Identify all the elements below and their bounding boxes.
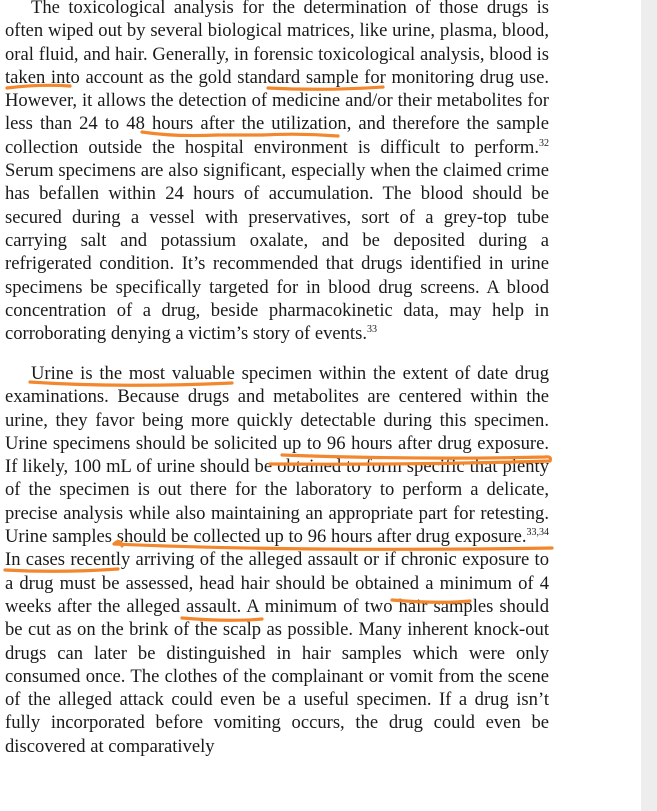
paragraph-urine-hair [5,362,549,758]
page-margin-strip [641,0,657,811]
paragraph-blood [5,0,549,345]
citation-ref: 33,34 [526,526,549,538]
citation-ref: 33 [366,323,377,335]
paragraph-text: The toxicological analysis for the determination of those drugs is often wiped out by several biological matrices, like urine, plasma, blood, oral fluid, and hair. Generally, in forensic toxicological analysis, blood is taken into account as the gold standard sample for monitoring drug use. However, it allows the detection of medicine and/or their metabolites for less than 24 to 48 hours after the utilization, and therefore the sample collection outside the hospital environment is difficult to perform. [5,0,549,158]
citation-ref: 32 [539,137,549,149]
paragraph-text-continued: Serum specimens are also significant, especially when the claimed crime has befallen within 24 hours of accumulation. The blood should be secured during a vessel with preservatives, sort of a grey-top tube carrying salt and potassium oxalate, and be deposited during a refrigerated condition. It’s recommended that drugs identified in urine specimens be specifically targeted for in blood drug screens. A blood concentration of a drug, beside pharmacokinetic data, may help in corroborating denying a victim’s story of events. [5,160,549,345]
paragraph-text: Urine is the most valuable specimen within the extent of date drug examinations. Because drugs and metabolites are centered within the urine, they favor being more quickly detectable during this specimen. Urine specimens should be solicited up to 96 hours after drug exposure. If likely, 100 mL of urine should be obtained to form specific that plenty of the specimen is out there for the laboratory to perform a delicate, precise analysis while also maintaining an appropriate part for retesting. Urine samples should be collected up to 96 hours after drug exposure. [5,363,549,548]
paragraph-text-continued: In cases recently arriving of the alleged assault or if chronic exposure to a drug must be assessed, head hair should be obtained a minimum of 4 weeks after the alleged assault. A minimum of two hair samples should be cut as on the brink of the scalp as possible. Many inherent knock-out drugs can later be distinguished in hair samples which were only consumed once. The clothes of the complainant or vomit from the scene of the alleged attack could even be a useful specimen. If a drug isn’t fully incorporated before vomiting occurs, the drug could even be discovered at comparatively [5,549,549,757]
